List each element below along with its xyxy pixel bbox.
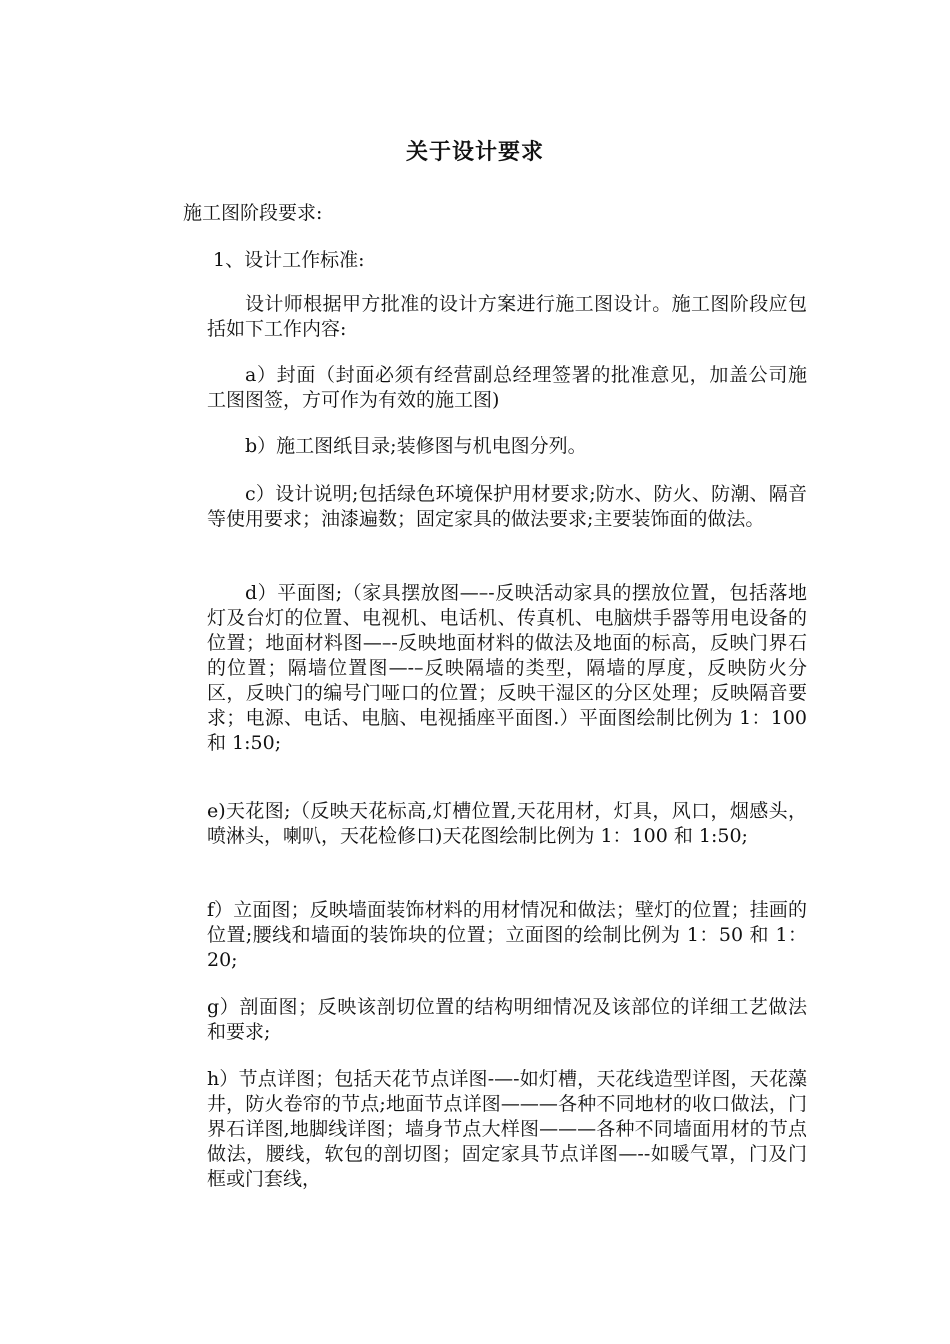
subsection-heading: 1、设计工作标准: xyxy=(213,249,365,271)
paragraph-e-ceiling: e)天花图;（反映天花标高,灯槽位置,天花用材，灯具，风口，烟感头，喷淋头，喇叭，天花检修口)天花图绘制比例为 1：100 和 1:50; xyxy=(207,800,807,847)
section-heading: 施工图阶段要求: xyxy=(183,202,323,224)
paragraph-g-section: g）剖面图；反映该剖切位置的结构明细情况及该部位的详细工艺做法和要求; xyxy=(207,996,807,1043)
paragraph-f-elevation: f）立面图；反映墙面装饰材料的用材情况和做法；壁灯的位置；挂画的位置;腰线和墙面的装饰块的位置；立面图的绘制比例为 1：50 和 1：20; xyxy=(207,899,807,971)
paragraph-d-plan: d）平面图;（家具摆放图—–-反映活动家具的摆放位置，包括落地灯及台灯的位置、电视机、电话机、传真机、电脑烘手器等用电设备的位置；地面材料图—–-反映地面材料的做法及地面的标高，反映门界石的位置；隔墙位置图—-–反映隔墙的类型，隔墙的厚度，反映防火分区，反映门的编号门哑口的位置；反映干湿区的分区处理；反映隔音要求；电源、电话、电脑、电视插座平面图.）平面图绘制比例为 1：100 和 1:50; xyxy=(207,582,807,754)
paragraph-intro: 设计师根据甲方批准的设计方案进行施工图设计。施工图阶段应包括如下工作内容: xyxy=(207,293,807,340)
paragraph-h-details: h）节点详图；包括天花节点详图-—-如灯槽，天花线造型详图，天花藻井，防火卷帘的节点;地面节点详图———各种不同地材的收口做法，门界石详图,地脚线详图；墙身节点大样图———各种不同墙面用材的节点做法，腰线，软包的剖切图；固定家具节点详图—--如暖气罩，门及门框或门套线， xyxy=(207,1068,807,1190)
page-title: 关于设计要求 xyxy=(405,139,544,165)
paragraph-c-notes: c）设计说明;包括绿色环境保护用材要求;防水、防火、防潮、隔音等使用要求；油漆遍数；固定家具的做法要求;主要装饰面的做法。 xyxy=(207,483,807,530)
paragraph-b-index: b）施工图纸目录;装修图与机电图分列。 xyxy=(245,435,587,457)
paragraph-a-cover: a）封面（封面必须有经营副总经理签署的批准意见，加盖公司施工图图签，方可作为有效的施工图) xyxy=(207,364,807,411)
